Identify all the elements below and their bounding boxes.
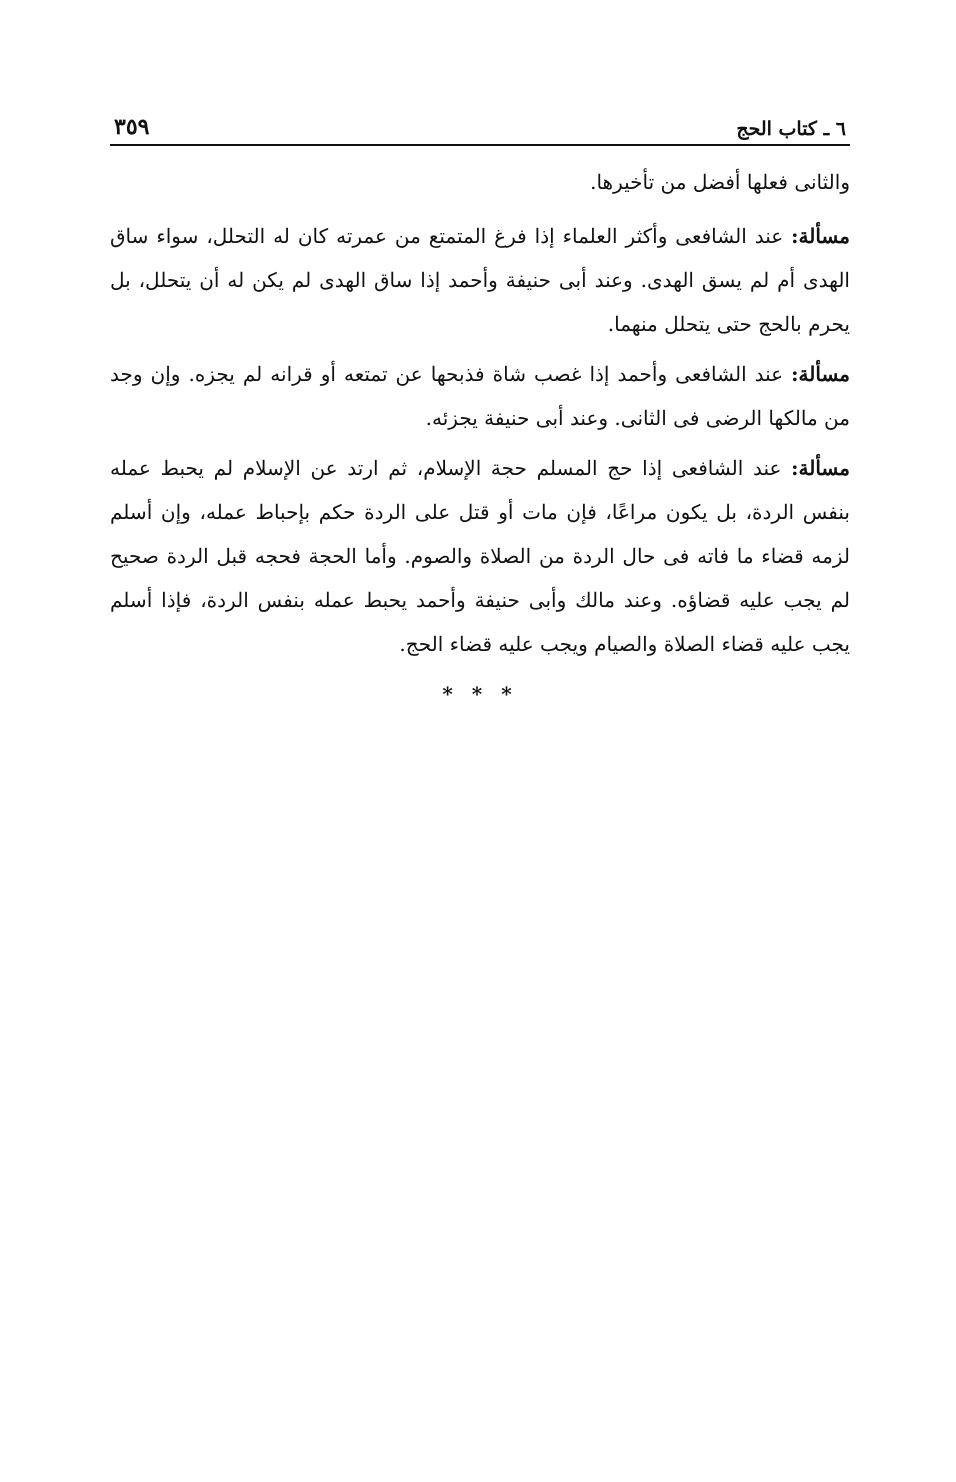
paragraph <box>110 214 850 346</box>
paragraph <box>110 446 850 666</box>
paragraph-text: عند الشافعى وأحمد إذا غصب شاة فذبحها عن تمتعه أو قرانه لم يجزه. وإن وجد من مالكها الرضى فى الثانى. وعند أبى حنيفة يجزئه. <box>110 362 850 430</box>
issue-label: مسألة: <box>791 362 851 386</box>
book-page <box>110 100 850 716</box>
paragraph-text: عند الشافعى وأكثر العلماء إذا فرغ المتمتع من عمرته كان له التحلل، سواء ساق الهدى أم لم يسق الهدى. وعند أبى حنيفة وأحمد إذا ساق الهدى لم يكن له أن يتحلل، بل يحرم بالحج حتى يتحلل منهما. <box>110 224 850 336</box>
section-separator: * * * <box>442 682 518 706</box>
page-body <box>110 160 850 716</box>
paragraph-text: والثانى فعلها أفضل من تأخيرها. <box>590 170 850 194</box>
issue-label: مسألة: <box>791 456 850 480</box>
paragraph <box>110 160 850 204</box>
issue-label: مسألة: <box>791 224 850 248</box>
chapter-title: ٦ ـ كتاب الحج <box>736 118 846 140</box>
paragraph <box>110 352 850 440</box>
page-number: ٣٥٩ <box>114 114 150 140</box>
paragraph-text: عند الشافعى إذا حج المسلم حجة الإسلام، ثم ارتد عن الإسلام لم يحبط عمله بنفس الردة، بل يكون مراعًا، فإن مات أو قتل على الردة حكم بإحباط عمله، وإن أسلم لزمه قضاء ما فاته فى حال الردة من الصلاة والصوم. وأما الحجة فحجه قبل الردة صحيح لم يجب عليه قضاؤه. وعند مالك وأبى حنيفة وأحمد يحبط عمله بنفس الردة، فإذا أسلم يجب عليه قضاء الصلاة والصيام ويجب عليه قضاء الحج. <box>110 456 850 656</box>
running-header <box>110 100 850 146</box>
